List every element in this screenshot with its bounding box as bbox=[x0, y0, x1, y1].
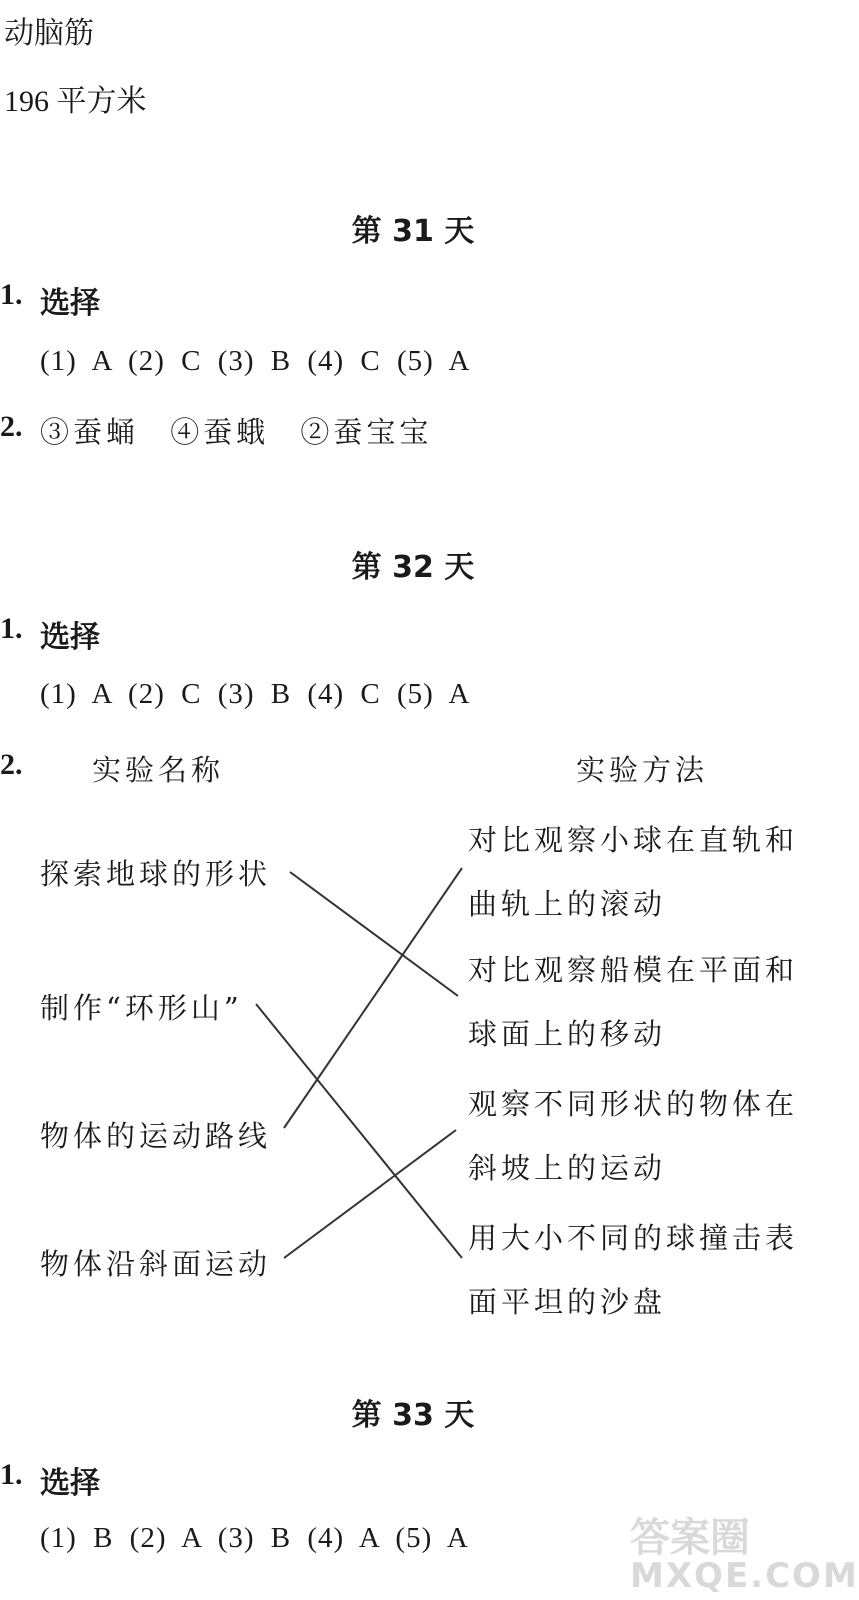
match-line-motion-path bbox=[284, 868, 462, 1128]
day33-q1-number: 1. bbox=[0, 1458, 23, 1491]
right-item-1-line1: 对比观察小球在直轨和 bbox=[468, 823, 799, 857]
day31-q2-answer: ③蚕蛹 ④蚕蛾 ②蚕宝宝 bbox=[40, 415, 433, 449]
day33-q1-title: 选择 bbox=[40, 1466, 100, 1501]
right-item-2-line2: 球面上的移动 bbox=[468, 1017, 667, 1051]
day33-heading: 第 33 天 bbox=[351, 1398, 475, 1433]
day32-q1-answers: (1) A (2) C (3) B (4) C (5) A bbox=[40, 678, 471, 710]
left-item-earth-shape: 探索地球的形状 bbox=[40, 857, 272, 891]
day32-q1-title: 选择 bbox=[40, 620, 100, 655]
day32-heading: 第 32 天 bbox=[351, 550, 475, 585]
day32-q2-number: 2. bbox=[0, 748, 23, 781]
left-item-slope-motion: 物体沿斜面运动 bbox=[40, 1247, 272, 1281]
right-item-3-line1: 观察不同形状的物体在 bbox=[468, 1087, 799, 1121]
matching-right-header: 实验方法 bbox=[576, 753, 709, 787]
right-item-3-line2: 斜坡上的运动 bbox=[468, 1151, 667, 1185]
day32-q1-number: 1. bbox=[0, 612, 23, 645]
left-item-crater: 制作“环形山” bbox=[40, 991, 243, 1025]
intro-title: 动脑筋 bbox=[4, 16, 94, 51]
right-item-2-line1: 对比观察船模在平面和 bbox=[468, 953, 799, 987]
right-item-1-line2: 曲轨上的滚动 bbox=[468, 887, 667, 921]
watermark-logo: 答案圈 bbox=[630, 1515, 750, 1561]
match-line-crater bbox=[256, 1004, 462, 1258]
day31-q1-answers: (1) A (2) C (3) B (4) C (5) A bbox=[40, 345, 471, 377]
right-item-4-line2: 面平坦的沙盘 bbox=[468, 1285, 667, 1319]
day31-q2-number: 2. bbox=[0, 410, 23, 443]
watermark-url: MXQE.COM bbox=[630, 1556, 859, 1596]
intro-answer: 196 平方米 bbox=[4, 85, 147, 118]
day33-q1-answers: (1) B (2) A (3) B (4) A (5) A bbox=[40, 1522, 469, 1554]
day31-q1-number: 1. bbox=[0, 278, 23, 311]
match-line-slope-motion bbox=[284, 1130, 456, 1258]
matching-left-header: 实验名称 bbox=[92, 753, 225, 787]
day31-q1-title: 选择 bbox=[40, 286, 100, 321]
day31-heading: 第 31 天 bbox=[351, 214, 475, 249]
right-item-4-line1: 用大小不同的球撞击表 bbox=[468, 1221, 799, 1255]
left-item-motion-path: 物体的运动路线 bbox=[40, 1119, 272, 1153]
match-line-earth-shape bbox=[290, 872, 458, 996]
